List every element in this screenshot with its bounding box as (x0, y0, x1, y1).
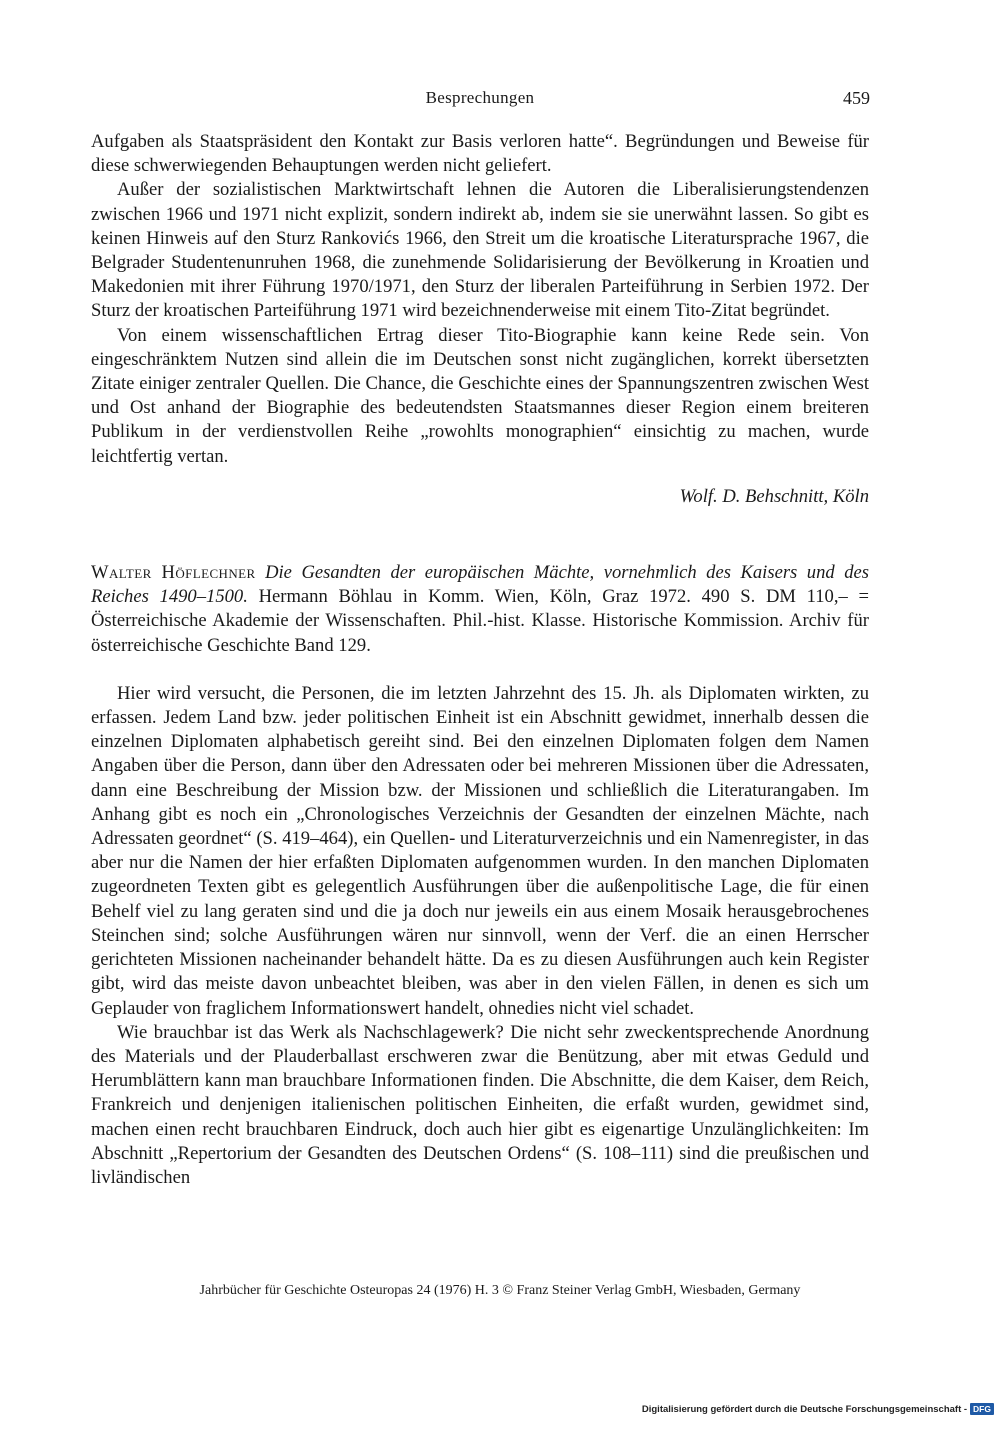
running-head-title: Besprechungen (425, 88, 535, 107)
footer-citation: Jahrbücher für Geschichte Osteuropas 24 (1976) H. 3 © Franz Steiner Verlag GmbH, Wiesbaden, Germany (199, 1283, 801, 1298)
review-paragraph-1: Hier wird versucht, die Personen, die im letzten Jahrzehnt des 15. Jh. als Diplomaten wirkten, zu erfassen. Jedem Land bzw. jeder politischen Einheit ist ein Abschnitt gewidmet, innerhalb dessen die einzelnen Diplomaten alphabetisch gereiht sind. Bei den einzelnen Diplomaten folgen dem Namen Angaben über die Person, dann über den Adressaten oder bei mehreren Missionen über die Adressaten, dann eine Beschreibung der Mission bzw. der Missionen und schließlich die Literaturangaben. Im Anhang gibt es noch ein „Chronologisches Verzeichnis der Gesandten der einzelnen Mächte, nach Adressaten geordnet“ (S. 419–464), ein Quellen- und Literaturverzeichnis und ein Namenregister, in das aber nur die Namen der hier erfaßten Diplomaten aufgenommen wurden. In den manchen Diplomaten zugeordneten Texten gibt es gelegentlich Ausführungen über die außenpolitische Lage, die für einen Behelf viel zu lang geraten sind und die ja doch nur jeweils ein aus einem Mosaik herausgebrochenes Steinchen sind; solche Ausführungen wären nur sinnvoll, wenn der Verf. die an einen Herrscher gerichteten Missionen nacheinander behandelt hätte. Da es zu diesen Ausführungen auch kein Register gibt, wird das meiste davon unbeachtet bleiben, was aber in den vielen Fällen, in denen es sich um Geplauder von fraglichem Informationswert handelt, ohnedies nicht viel schadet. (91, 682, 869, 1019)
review-book-publication: Hermann Böhlau in Komm. Wien, Köln, Graz 1972. 490 S. DM 110,– = Österreichische Akademie der Wissenschaften. Phil.-hist. Klasse. Historische Kommission. Archiv für österreichische Geschichte Band 129. (91, 586, 869, 656)
continuation-paragraph-1: Aufgaben als Staatspräsident den Kontakt zur Basis verloren hatte“. Begründungen und Beweise für diese schwerwiegenden Behauptungen werden nicht geliefert. (91, 131, 869, 177)
continuation-paragraph-2: Außer der sozialistischen Marktwirtschaft lehnen die Autoren die Liberalisierungstendenzen zwischen 1966 und 1971 nicht explizit, sondern indirekt ab, indem sie sie unerwähnt lassen. So gibt es keinen Hinweis auf den Sturz Rankovićs 1966, den Streit um die kroatische Literatursprache 1967, die Belgrader Studentenunruhen 1968, die zunehmende Solidarisierung der Bevölkerung in Kroatien und Makedonien mit ihrer Führung 1970/1971, den Sturz der liberalen Parteiführung in Serbien 1972. Der Sturz der kroatischen Parteiführung 1971 wird bezeichnenderweise mit einem Tito-Zitat begründet. (91, 179, 869, 322)
page-number: 459 (843, 88, 870, 108)
review-bibliographic-header (91, 561, 869, 658)
review-paragraph-2: Wie brauchbar ist das Werk als Nachschlagewerk? Die nicht sehr zweckentsprechende Anordnung des Materials und der Plauderballast erschweren zwar die Benützung, aber mit etwas Geduld und Herumblättern kann man brauchbare Informationen finden. Die Abschnitte, die dem Kaiser, dem Reich, Frankreich und denjenigen italienischen politischen Einheiten, die erfaßt wurden, gewidmet sind, machen einen recht brauchbaren Eindruck, doch auch hier gibt es eigenartige Unzulänglichkeiten: Im Abschnitt „Repertorium der Gesandten des Deutschen Ordens“ (S. 108–111) sind die preußischen und livländischen (91, 1021, 869, 1188)
digitization-note (642, 1403, 994, 1415)
digitization-note-text: Digitalisierung gefördert durch die Deutsche Forschungsgemeinschaft - (641, 1403, 968, 1415)
body-text (91, 130, 869, 1190)
continuation-paragraph-3: Von einem wissenschaftlichen Ertrag dieser Tito-Biographie kann keine Rede sein. Von eingeschränktem Nutzen sind allein die im Deutschen sonst nicht zugänglichen, korrekt übersetzten Zitate einiger zentraler Quellen. Die Chance, die Geschichte eines der Spannungszentren zwischen West und Ost anhand der Biographie des bedeutendsten Staatsmannes dieser Region einem breiteren Publikum in der verdienstvollen Reihe „rowohlts monographien“ einsichtig zu machen, wurde leichtfertig vertan. (91, 324, 869, 467)
review-book-author: Walter Höflechner (91, 562, 256, 584)
dfg-logo-icon: DFG (970, 1403, 994, 1415)
reviewer-signature: Wolf. D. Behschnitt, Köln (679, 485, 869, 507)
review-book-title: Die Gesandten der europäischen Mächte, vornehmlich des Kaisers und des Reiches 1490–1500. (91, 562, 869, 608)
running-head (90, 88, 870, 114)
